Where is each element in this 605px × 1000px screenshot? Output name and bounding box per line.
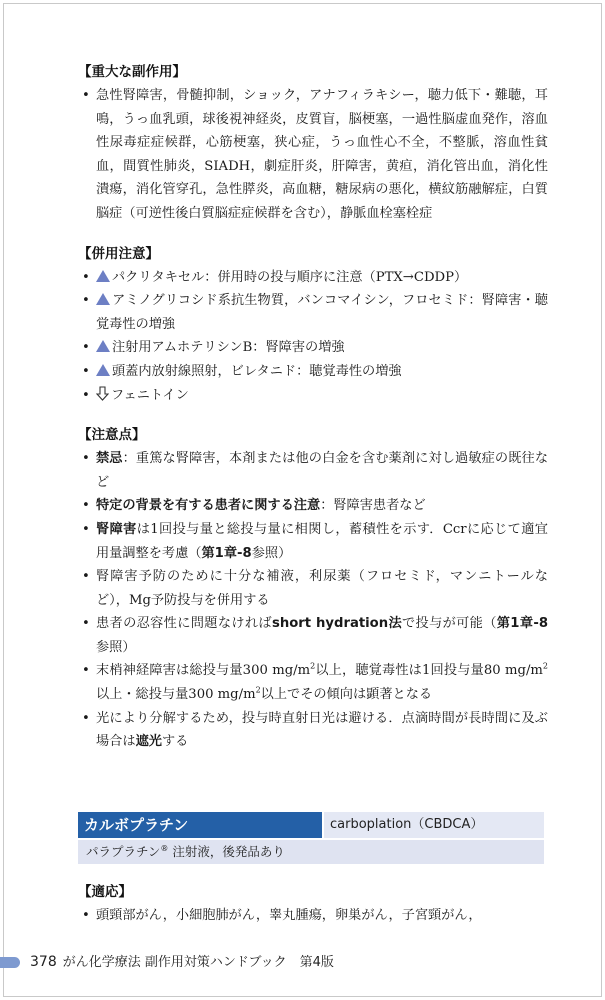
heading-caution: 【注意点】 <box>78 427 146 444</box>
drug-name: カルボプラチン <box>78 812 322 838</box>
list-item: • 腎障害予防のために十分な補液，利尿薬（フロセミド，マンニトールなど），Mg予防投与を併用する <box>78 565 548 612</box>
triangle-up-icon <box>96 340 110 352</box>
drug-english-name: carboplation（CBDCA） <box>324 812 544 838</box>
triangle-up-icon <box>96 293 110 305</box>
arrow-down-icon <box>96 386 109 401</box>
triangle-up-icon <box>96 364 110 376</box>
drug-header <box>78 812 544 864</box>
drug-info-content <box>78 62 548 772</box>
book-title: がん化学療法 副作用対策ハンドブック 第4版 <box>62 955 334 970</box>
page-footer <box>0 950 605 974</box>
heading-indications: 【適応】 <box>78 884 132 900</box>
list-item: • アミノグリコシド系抗生物質，バンコマイシン，フロセミド：腎障害・聴覚毒性の増強 <box>78 289 548 336</box>
chapter-reference: 第1章-8 <box>201 545 252 561</box>
section-indications <box>78 882 548 928</box>
triangle-up-icon <box>96 270 110 282</box>
list-item: • 頭頸部がん，小細胞肺がん，睾丸腫瘍，卵巣がん，子宮頸がん， <box>78 904 548 928</box>
drug-brand: パラプラチン® 注射液，後発品あり <box>78 840 544 864</box>
page-number: 378 <box>30 954 57 970</box>
list-item: • 患者の忍容性に問題なければshort hydration法で投与が可能（第1章-8参照） <box>78 612 548 659</box>
footer-tab-marker <box>0 957 20 968</box>
list-item: • 頭蓋内放射線照射，ビレタニド：聴覚毒性の増強 <box>78 360 548 384</box>
section-precautions <box>78 425 548 754</box>
heading-serious: 【重大な副作用】 <box>78 64 186 80</box>
list-item: • 光により分解するため，投与時直射日光は避ける．点滴時間が長時間に及ぶ場合は遮光する <box>78 707 548 754</box>
section-combination-caution <box>78 244 548 408</box>
list-item: • 禁忌：重篤な腎障害，本剤または他の白金を含む薬剤に対し過敏症の既往など <box>78 447 548 494</box>
chapter-reference: 第1章-8 <box>496 616 549 632</box>
list-item: • 注射用アムホテリシンB：腎障害の増強 <box>78 336 548 360</box>
list-item: • フェニトイン <box>78 384 548 408</box>
heading-combo: 【併用注意】 <box>78 245 159 262</box>
list-item: • 急性腎障害，骨髄抑制，ショック，アナフィラキシー，聴力低下・難聴，耳鳴，うっ血乳頭，球後視神経炎，皮質盲，脳梗塞，一過性脳虚血発作，溶血性尿毒症症候群，心筋梗塞，狭心症，うっ血性心不全，不整脈，溶血性貧血，間質性肺炎，SIADH，劇症肝炎，肝障害，黄疸，消化管出血，消化性潰瘍，消化管穿孔，急性膵炎，高血糖，糖尿病の悪化，横紋筋融解症，白質脳症（可逆性後白質脳症症候群を含む），静脈血栓塞栓症 <box>78 84 548 226</box>
list-item: • パクリタキセル：併用時の投与順序に注意（PTX→CDDP） <box>78 266 548 290</box>
list-item: • 末梢神経障害は総投与量300 $mg/m^2$以上，聴覚毒性は1回投与量80 $mg/m^2$以上・総投与量300 $mg/m^2$以上でその傾向は顕著となる <box>78 659 548 706</box>
list-item: • 特定の背景を有する患者に関する注意：腎障害患者など <box>78 494 548 518</box>
section-serious-adverse-effects <box>78 62 548 226</box>
list-item: • 腎障害は1回投与量と総投与量に相関し，蓄積性を示す．Ccrに応じて適宜用量調整を考慮（第1章-8参照） <box>78 518 548 565</box>
